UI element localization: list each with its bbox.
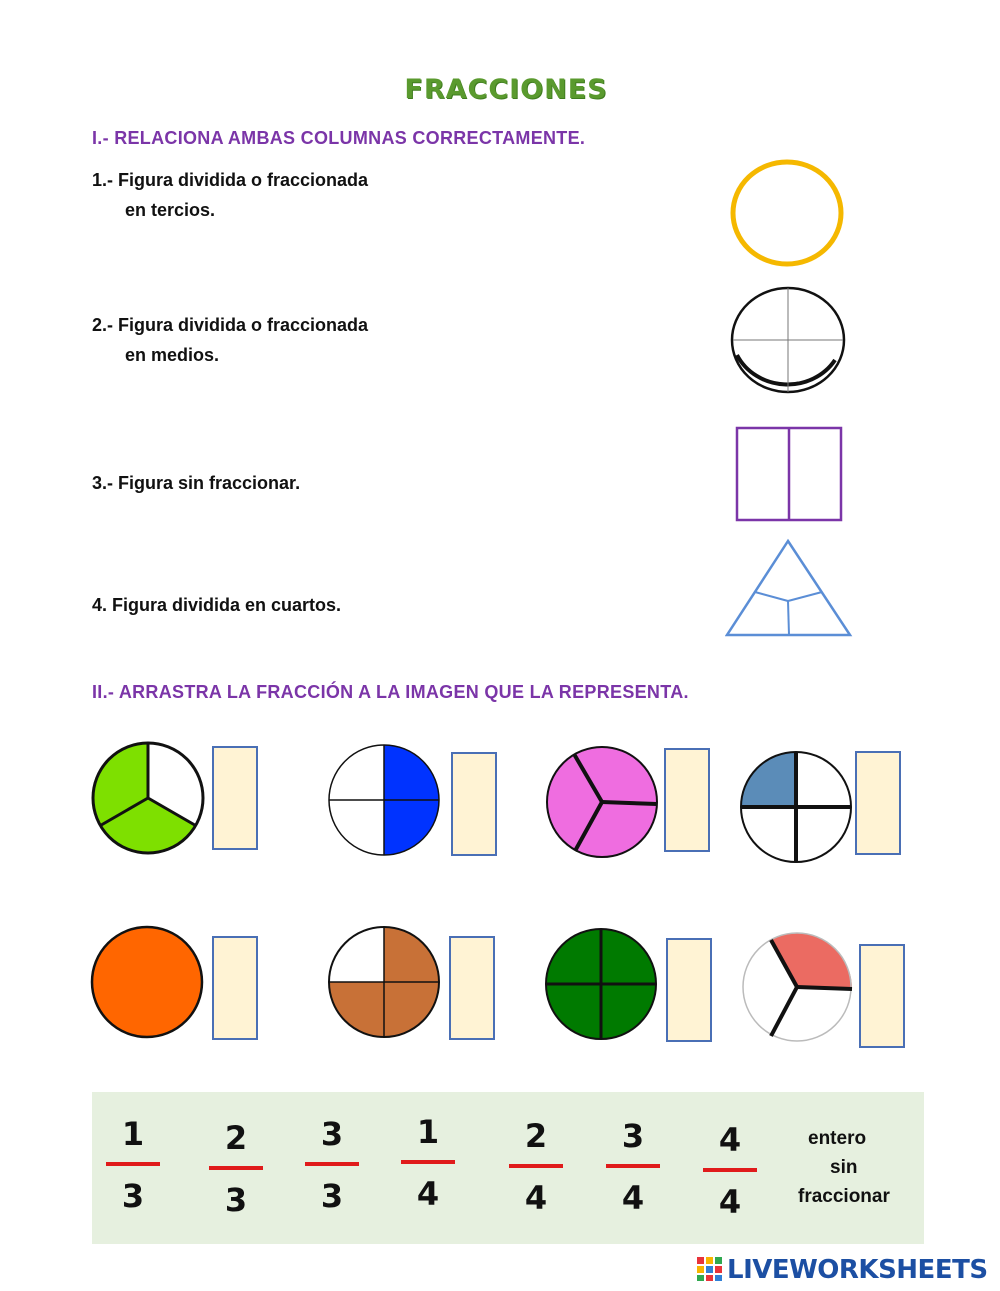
numerator: 1 [121,1115,145,1153]
entero-line-3: fraccionar [798,1186,890,1207]
rectangle-shape[interactable] [737,428,841,520]
match-item-4 [92,590,341,620]
denominator: 3 [320,1177,344,1215]
entero-sin-fraccionar-option[interactable] [790,1124,910,1211]
match-item-1 [92,165,368,225]
numerator: 3 [621,1117,645,1155]
quartered-circle-shape[interactable] [732,288,844,392]
drop-box-3[interactable] [664,748,710,852]
circle-one-quarter-blue [741,752,851,862]
match-item-3 [92,468,300,498]
match-item-2 [92,310,368,370]
circle-two-quarters-blue [329,745,439,855]
fraction-3-4[interactable] [603,1118,663,1216]
numerator: 2 [224,1119,248,1157]
match-item-4-line1: 4. Figura dividida en cuartos. [92,595,342,615]
match-item-1-line1: 1.- Figura dividida o fraccionada [92,170,369,190]
circle-three-thirds-pink [547,747,657,857]
fraction-bar [401,1160,455,1164]
drop-box-5[interactable] [212,936,258,1040]
circle-whole-orange [92,927,202,1037]
fraction-4-4[interactable] [700,1122,760,1220]
fraction-bar [209,1166,263,1170]
fraction-1-3[interactable] [103,1116,163,1214]
numerator: 2 [524,1117,548,1155]
denominator: 4 [416,1175,440,1213]
circle-three-quarters-brown [329,927,439,1037]
denominator: 3 [121,1177,145,1215]
denominator: 4 [718,1183,742,1221]
match-item-1-line2: en tercios. [125,200,216,220]
drop-box-4[interactable] [855,751,901,855]
drop-box-2[interactable] [451,752,497,856]
circle-two-thirds-green [93,743,203,853]
fraction-bar [606,1164,660,1168]
denominator: 3 [224,1181,248,1219]
drop-box-7[interactable] [666,938,712,1042]
fraction-bar [703,1168,757,1172]
match-item-2-line2: en medios. [125,345,220,365]
entero-line-2: sin [830,1157,858,1178]
numerator: 4 [718,1121,742,1159]
denominator: 4 [621,1179,645,1217]
brand-icon [697,1257,723,1281]
drop-box-8[interactable] [859,944,905,1048]
fraction-pictures [0,730,1000,1060]
fraction-2-3[interactable] [206,1120,266,1218]
page-title: FRACCIONES [404,74,608,105]
match-item-2-line1: 2.- Figura dividida o fraccionada [92,315,369,335]
fraction-3-3[interactable] [302,1116,362,1214]
fraction-bar [106,1162,160,1166]
fraction-bar [509,1164,563,1168]
brand-logo [697,1255,988,1285]
denominator: 4 [524,1179,548,1217]
fraction-bar [305,1162,359,1166]
drop-box-1[interactable] [212,746,258,850]
triangle-shape[interactable] [727,541,850,635]
numerator: 1 [416,1113,440,1151]
entero-line-1: entero [808,1128,867,1149]
match-shapes [725,155,855,645]
circle-shape[interactable] [733,162,841,264]
drop-box-6[interactable] [449,936,495,1040]
fraction-1-4[interactable] [398,1114,458,1212]
section-2-heading: II.- ARRASTRA LA FRACCIÓN A LA IMAGEN QUE LA REPRESENTA. [92,682,689,702]
numerator: 3 [320,1115,344,1153]
match-item-3-line1: 3.- Figura sin fraccionar. [92,473,301,493]
section-1-heading: I.- RELACIONA AMBAS COLUMNAS CORRECTAMENTE. [92,128,586,148]
brand-name: LIVEWORKSHEETS [727,1255,988,1285]
circle-one-third-red [743,933,852,1041]
circle-four-quarters-green [546,929,656,1039]
fraction-2-4[interactable] [506,1118,566,1216]
